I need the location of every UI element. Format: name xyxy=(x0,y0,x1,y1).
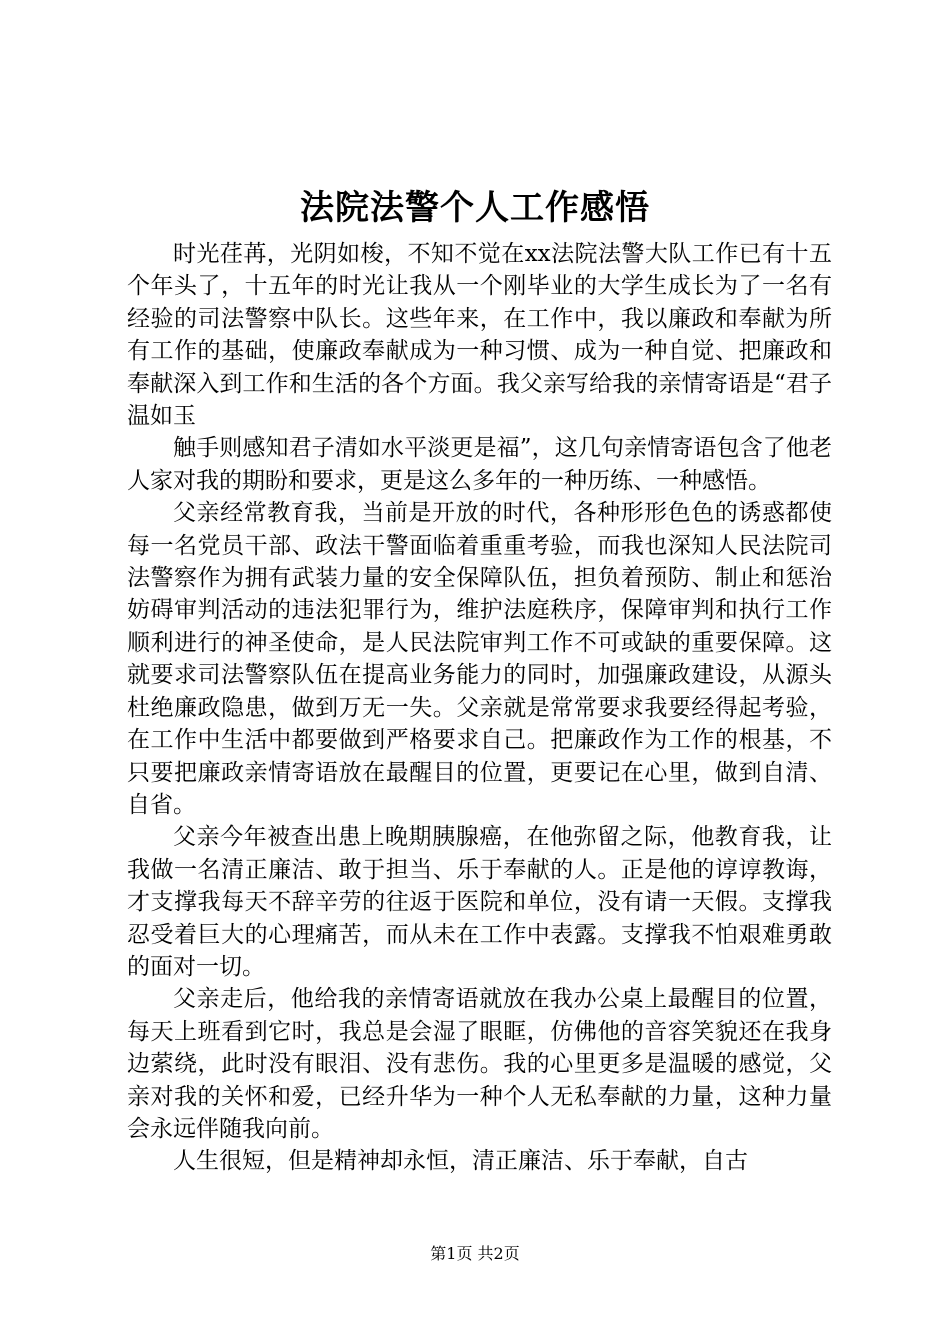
paragraph: 时光荏苒，光阴如梭，不知不觉在xx法院法警大队工作已有十五个年头了，十五年的时光让我从一个刚毕业的大学生成长为了一名有经验的司法警察中队长。这些年来，在工作中，我以廉政和奉献为所有工作的基础，使廉政奉献成为一种习惯、成为一种自觉、把廉政和奉献深入到工作和生活的各个方面。我父亲写给我的亲情寄语是“君子温如玉 xyxy=(127,241,832,430)
paragraph: 父亲经常教育我，当前是开放的时代，各种形形色色的诱惑都使每一名党员干部、政法干警面临着重重考验，而我也深知人民法院司法警察作为拥有武装力量的安全保障队伍，担负着预防、制止和惩治妨碍审判活动的违法犯罪行为，维护法庭秩序，保障审判和执行工作顺利进行的神圣使命，是人民法院审判工作不可或缺的重要保障。这就要求司法警察队伍在提高业务能力的同时，加强廉政建设，从源头杜绝廉政隐患，做到万无一失。父亲就是常常要求我要经得起考验，在工作中生活中都要做到严格要求自己。把廉政作为工作的根基，不只要把廉政亲情寄语放在最醒目的位置，更要记在心里，做到自清、自省。 xyxy=(127,500,832,818)
document-title: 法院法警个人工作感悟 xyxy=(300,188,650,228)
paragraph: 触手则感知君子清如水平淡更是福”，这几句亲情寄语包含了他老人家对我的期盼和要求，更是这么多年的一种历练、一种感悟。 xyxy=(127,435,832,494)
paragraph: 父亲走后，他给我的亲情寄语就放在我办公桌上最醒目的位置，每天上班看到它时，我总是会湿了眼眶，仿佛他的音容笑貌还在我身边萦绕，此时没有眼泪、没有悲伤。我的心里更多是温暖的感觉，父亲对我的关怀和爱，已经升华为一种个人无私奉献的力量，这种力量会永远伴随我向前。 xyxy=(127,986,832,1142)
paragraph: 人生很短，但是精神却永恒，清正廉洁、乐于奉献，自古 xyxy=(173,1148,748,1175)
paragraph: 父亲今年被查出患上晚期胰腺癌，在他弥留之际，他教育我，让我做一名清正廉洁、敢于担当、乐于奉献的人。正是他的谆谆教诲，才支撑我每天不辞辛劳的往返于医院和单位，没有请一天假。支撑我忍受着巨大的心理痛苦，而从未在工作中表露。支撑我不怕艰难勇敢的面对一切。 xyxy=(127,824,832,980)
document-body xyxy=(127,238,832,1178)
page-footer: 第1页 共2页 xyxy=(430,1244,520,1263)
